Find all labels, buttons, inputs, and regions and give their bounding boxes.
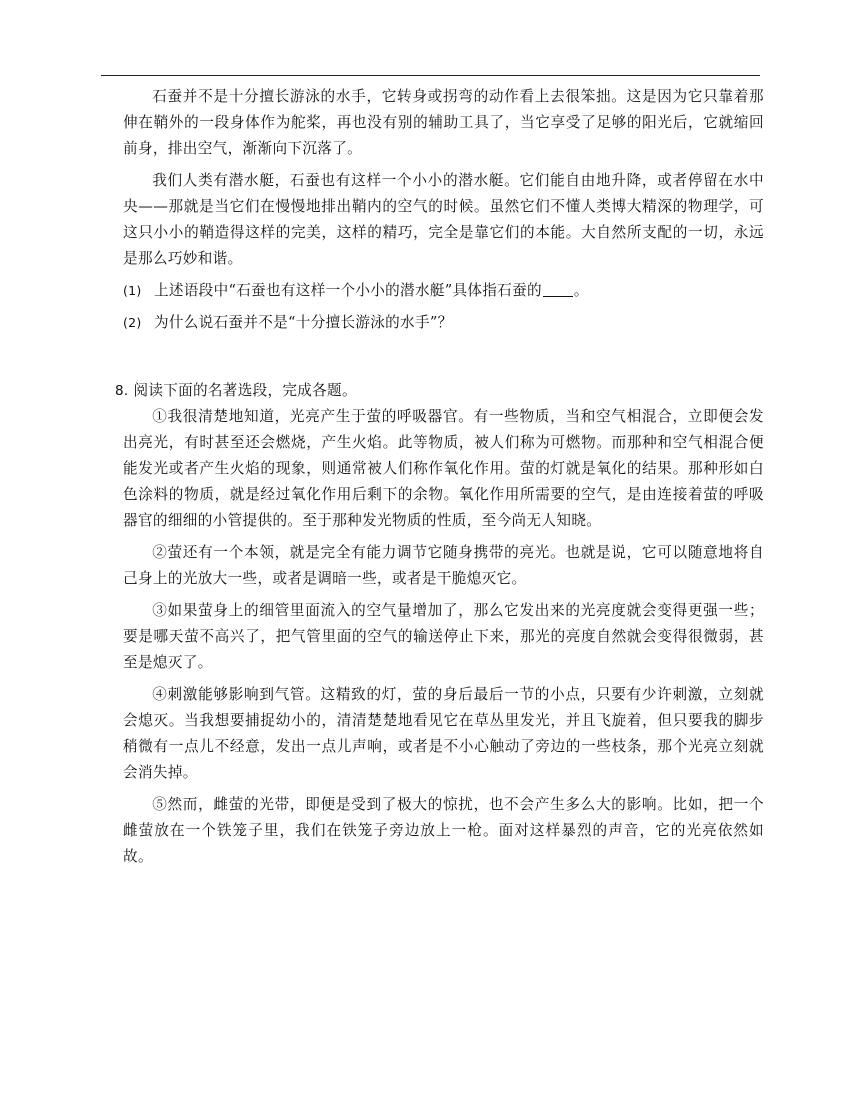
question-number: (2) [123, 315, 142, 330]
header-rule [101, 75, 760, 76]
passage-stone-caddis [123, 84, 764, 336]
answer-blank [543, 282, 573, 297]
excerpt-paragraph-2: ②萤还有一个本领，就是完全有能力调节它随身携带的亮光。也就是说，它可以随意地将自己身上的光放大一些，或者是调暗一些，或者是干脆熄灭它。 [123, 544, 764, 587]
question-text-before: 上述语段中“石蚕也有这样一个小小的潜水艇”具体指石蚕的 [154, 282, 542, 299]
excerpt-paragraph-4: ④刺激能够影响到气管。这精致的灯，萤的身后最后一节的小点，只要有少许刺激，立刻就会熄灭。当我想要捕捉幼小的，清清楚楚地看见它在草丛里发光，并且飞旋着，但只要我的脚步稍微有一点儿不经意，发出一点儿声响，或者是不小心触动了旁边的一些枝条，那个光亮立刻就会消失掉。 [123, 686, 764, 781]
excerpt-paragraph-1: ①我很清楚地知道，光亮产生于萤的呼吸器官。有一些物质，当和空气相混合，立即便会发出亮光，有时甚至还会燃烧，产生火焰。此等物质，被人们称为可燃物。而那种和空气相混合便能发光或者产生火焰的现象，则通常被人们称作氧化作用。萤的灯就是氧化的结果。那种形如白色涂料的物质，就是经过氧化作用后剩下的余物。氧化作用所需要的空气，是由连接着萤的呼吸器官的细细的小管提供的。至于那种发光物质的性质，至今尚无人知晓。 [123, 408, 764, 529]
section-8 [115, 378, 764, 870]
question-text: 为什么说石蚕并不是“十分擅长游泳的水手”？ [154, 314, 453, 331]
section-heading [115, 378, 764, 404]
section-number: 8. [115, 383, 129, 399]
question-number: (1) [123, 283, 142, 298]
question-text [154, 278, 589, 304]
passage-paragraph: 我们人类有潜水艇，石蚕也有这样一个小小的潜水艇。它们能自由地升降，或者停留在水中央——那就是当它们在慢慢地排出鞘内的空气的时候。虽然它们不懂人类博大精深的物理学，可这只小小的鞘造得这样的完美，这样的精巧，完全是靠它们的本能。大自然所支配的一切，永远是那么巧妙和谐。 [123, 172, 764, 267]
section-instruction: 阅读下面的名著选段，完成各题。 [133, 382, 357, 399]
document-content [115, 84, 764, 870]
excerpt-paragraph-5: ⑤然而，雌萤的光带，即便是受到了极大的惊扰，也不会产生多么大的影响。比如，把一个雌萤放在一个铁笼子里，我们在铁笼子旁边放上一枪。面对这样暴烈的声音，它的光亮依然如故。 [123, 796, 764, 865]
question-2 [123, 310, 764, 336]
question-text-after: 。 [573, 282, 589, 299]
passage-paragraph: 石蚕并不是十分擅长游泳的水手，它转身或拐弯的动作看上去很笨拙。这是因为它只靠着那伸在鞘外的一段身体作为舵桨，再也没有别的辅助工具了，当它享受了足够的阳光后，它就缩回前身，排出空气，渐渐向下沉落了。 [123, 88, 764, 157]
question-1 [123, 278, 764, 304]
excerpt-paragraph-3: ③如果萤身上的细管里面流入的空气量增加了，那么它发出来的光亮度就会变得更强一些；要是哪天萤不高兴了，把气管里面的空气的输送停止下来，那光的亮度自然就会变得很微弱，甚至是熄灭了。 [123, 602, 764, 671]
